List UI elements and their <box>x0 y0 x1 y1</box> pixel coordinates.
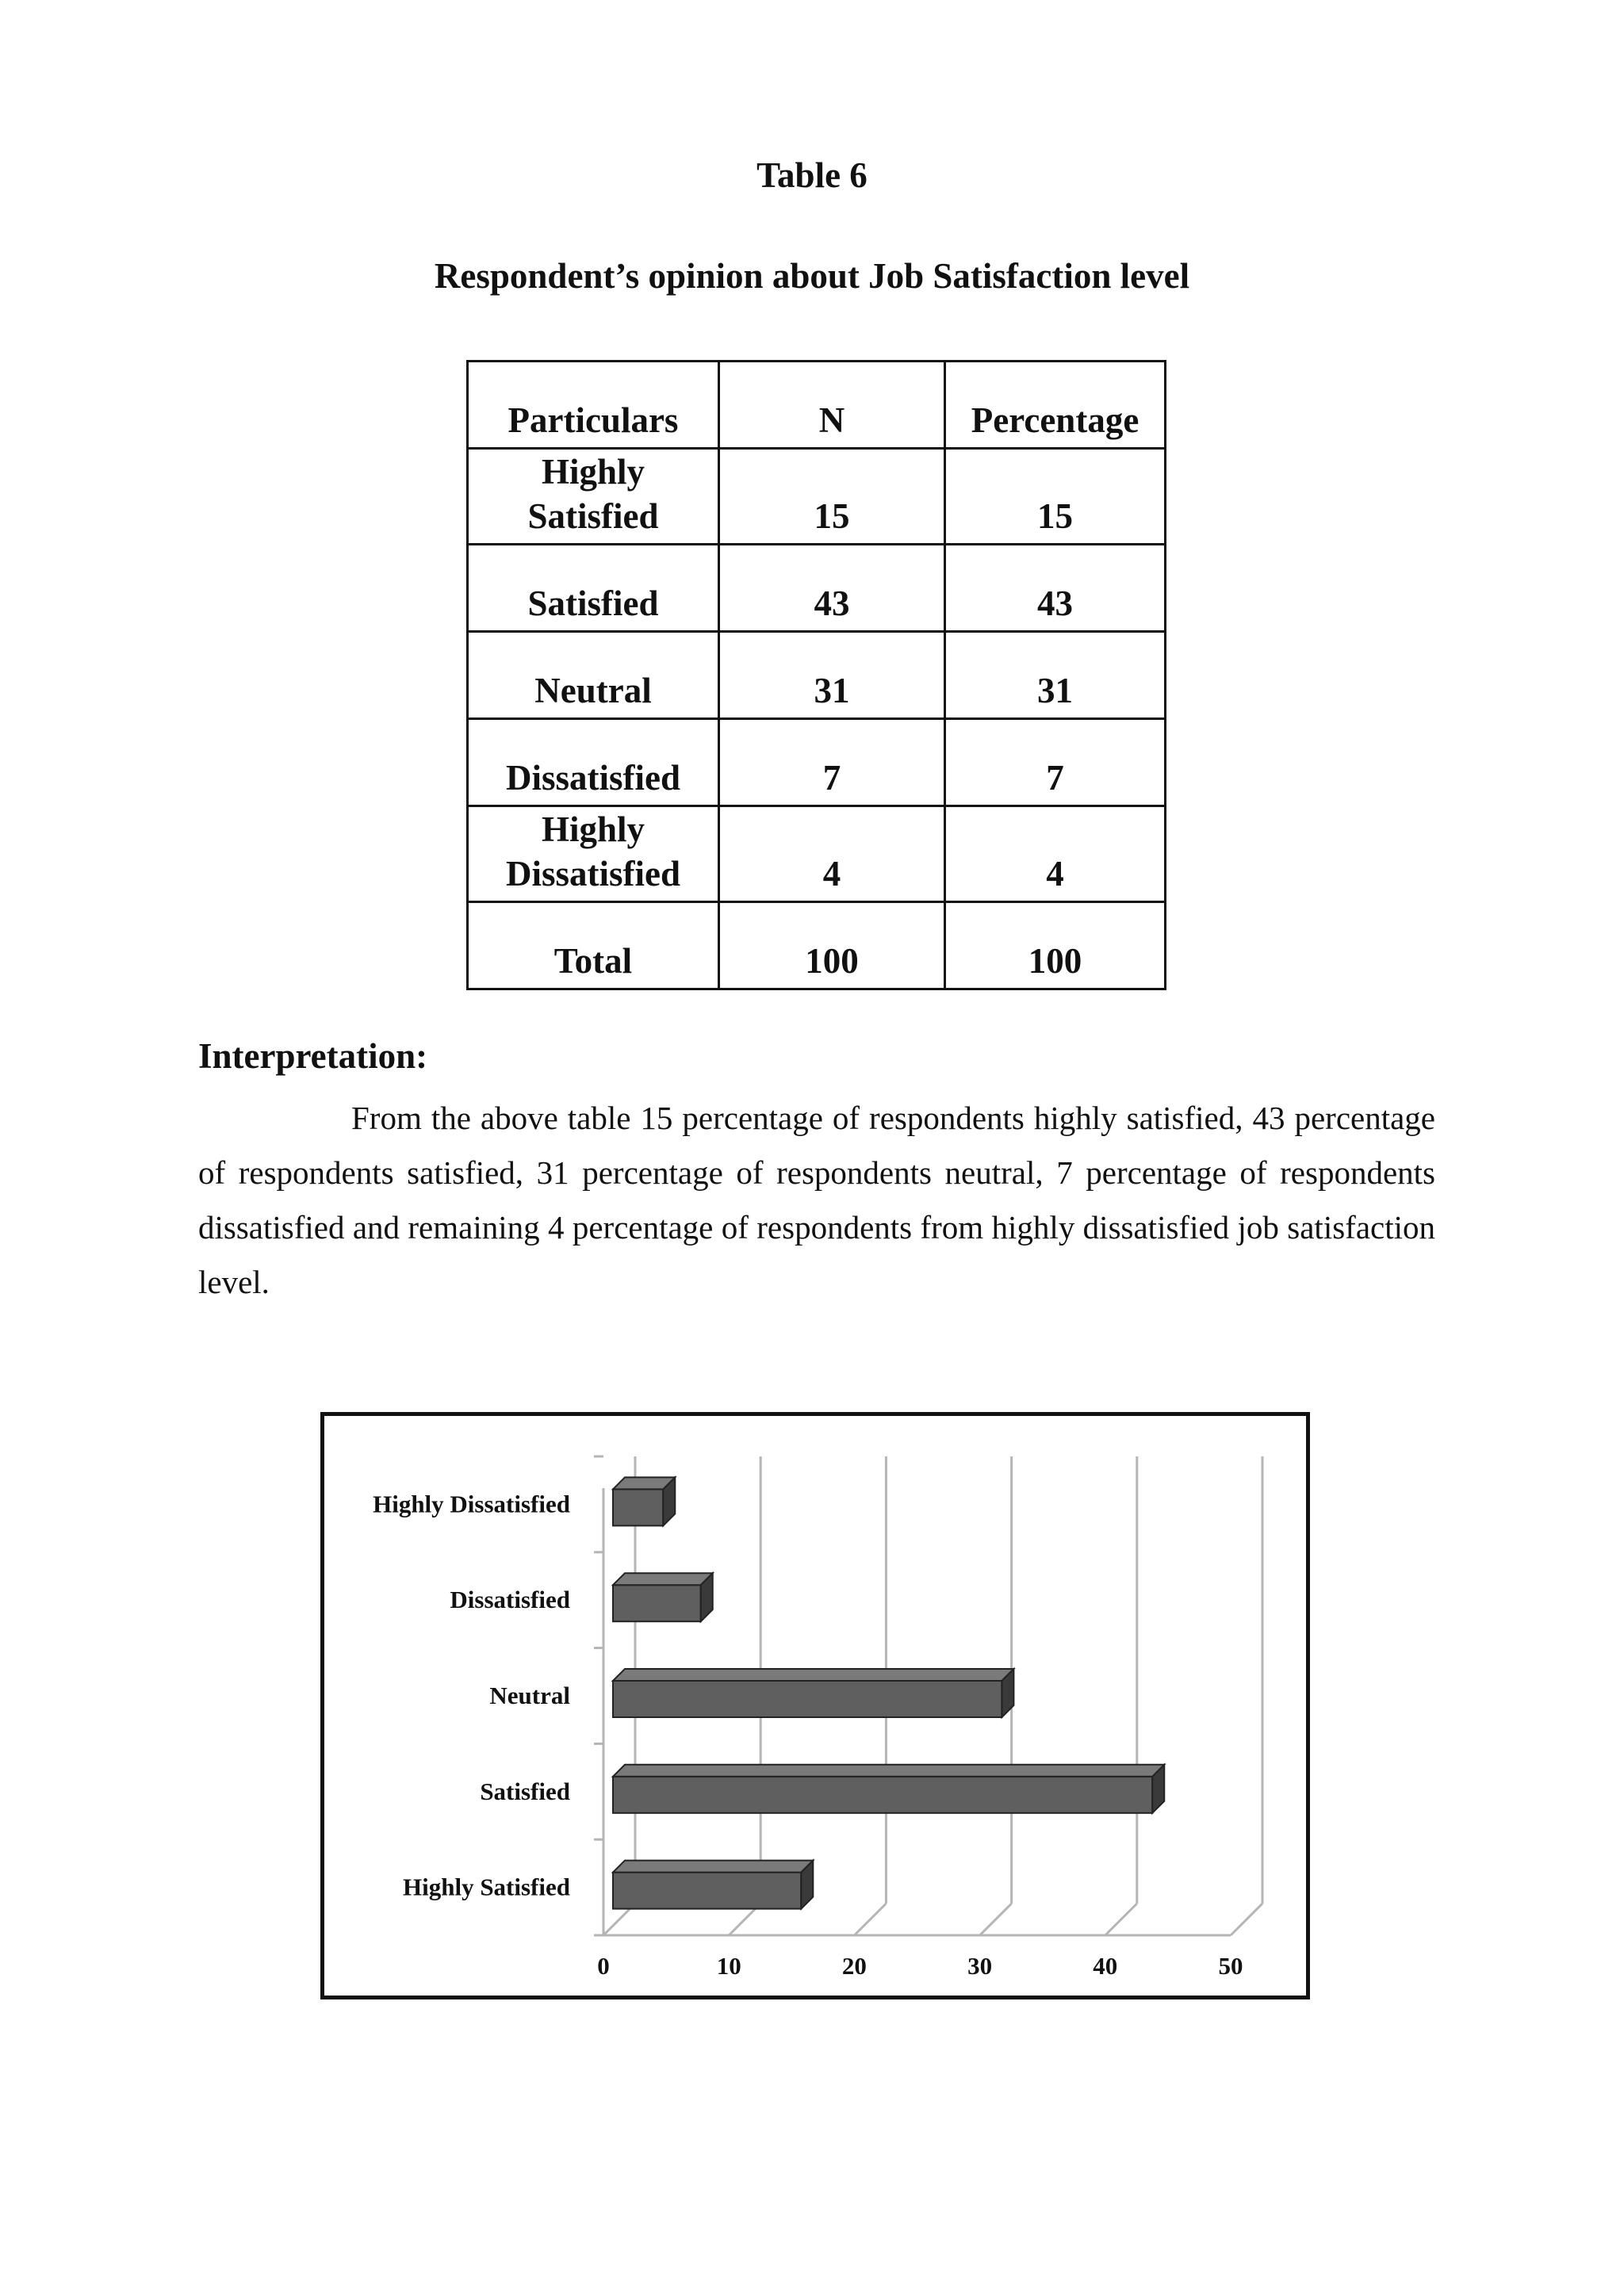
particular-line2: Total <box>553 941 633 981</box>
table-row <box>468 632 1166 719</box>
table-header-percentage: Percentage <box>945 362 1166 449</box>
particular-line2: Dissatisfied <box>505 854 680 894</box>
x-tick-label: 20 <box>841 1952 867 1980</box>
table-title: Respondent’s opinion about Job Satisfaction level <box>434 256 1190 296</box>
x-tick-label: 50 <box>1218 1952 1243 1980</box>
table-cell-n: 15 <box>718 449 944 545</box>
x-tick-label: 10 <box>716 1952 741 1980</box>
particular-line1: Highly <box>541 809 645 849</box>
bar-top <box>613 1573 713 1585</box>
table-cell-percentage: 43 <box>945 545 1166 632</box>
bar-top <box>613 1861 813 1873</box>
table-cell-particular <box>468 902 719 989</box>
particular-line1: Highly <box>541 452 645 492</box>
table-cell-particular <box>468 719 719 806</box>
table-cell-particular <box>468 449 719 545</box>
floor-gridline <box>980 1904 1012 1935</box>
table-cell-n: 31 <box>718 632 944 719</box>
table-cell-n: 4 <box>718 806 944 902</box>
floor-gridline <box>1105 1904 1137 1935</box>
table-total-row <box>468 902 1166 989</box>
table-cell-percentage: 7 <box>945 719 1166 806</box>
table-row <box>468 545 1166 632</box>
category-label: Satisfied <box>480 1777 570 1805</box>
floor-gridline <box>1231 1904 1262 1935</box>
table-cell-percentage: 31 <box>945 632 1166 719</box>
bar <box>613 1585 701 1621</box>
table-header-row <box>468 362 1166 449</box>
category-label: Highly Satisfied <box>402 1873 570 1901</box>
particular-line2: Dissatisfied <box>505 758 680 798</box>
bar-top <box>613 1669 1013 1681</box>
x-tick-label: 40 <box>1093 1952 1118 1980</box>
table-cell-particular <box>468 545 719 632</box>
particular-line2: Satisfied <box>527 584 659 623</box>
floor-gridline <box>854 1904 886 1935</box>
interpretation-heading: Interpretation: <box>198 1036 428 1076</box>
bar <box>613 1681 1002 1717</box>
bar <box>613 1489 663 1525</box>
bar <box>613 1777 1152 1813</box>
category-label: Neutral <box>489 1682 570 1709</box>
bar-chart <box>324 1416 1306 1996</box>
table-cell-percentage: 4 <box>945 806 1166 902</box>
table-cell-percentage: 15 <box>945 449 1166 545</box>
table-row <box>468 806 1166 902</box>
table-header-particulars: Particulars <box>468 362 719 449</box>
bar <box>613 1873 801 1909</box>
table-cell-n: 43 <box>718 545 944 632</box>
x-tick-label: 0 <box>597 1952 610 1980</box>
table-cell-n: 100 <box>718 902 944 989</box>
table-row <box>468 449 1166 545</box>
table-header-n: N <box>718 362 944 449</box>
x-tick-label: 30 <box>967 1952 993 1980</box>
chart-frame <box>320 1412 1310 1999</box>
category-label: Dissatisfied <box>450 1586 570 1614</box>
satisfaction-table <box>466 360 1166 990</box>
bar-top <box>613 1765 1164 1777</box>
table-cell-percentage: 100 <box>945 902 1166 989</box>
table-row <box>468 719 1166 806</box>
particular-line2: Neutral <box>534 671 652 710</box>
table-cell-particular <box>468 806 719 902</box>
table-cell-n: 7 <box>718 719 944 806</box>
category-label: Highly Dissatisfied <box>373 1490 570 1518</box>
interpretation-text: From the above table 15 percentage of respondents highly satisfied, 43 percentage of respondents satisfied, 31 percentage of respondents neutral, 7 percentage of respondents dissatisfied and remaining 4 percentage of respondents from highly dissatisfied job satisfaction level. <box>198 1100 1435 1300</box>
table-label: Table 6 <box>756 155 868 195</box>
table-cell-particular <box>468 632 719 719</box>
particular-line2: Satisfied <box>527 496 659 536</box>
